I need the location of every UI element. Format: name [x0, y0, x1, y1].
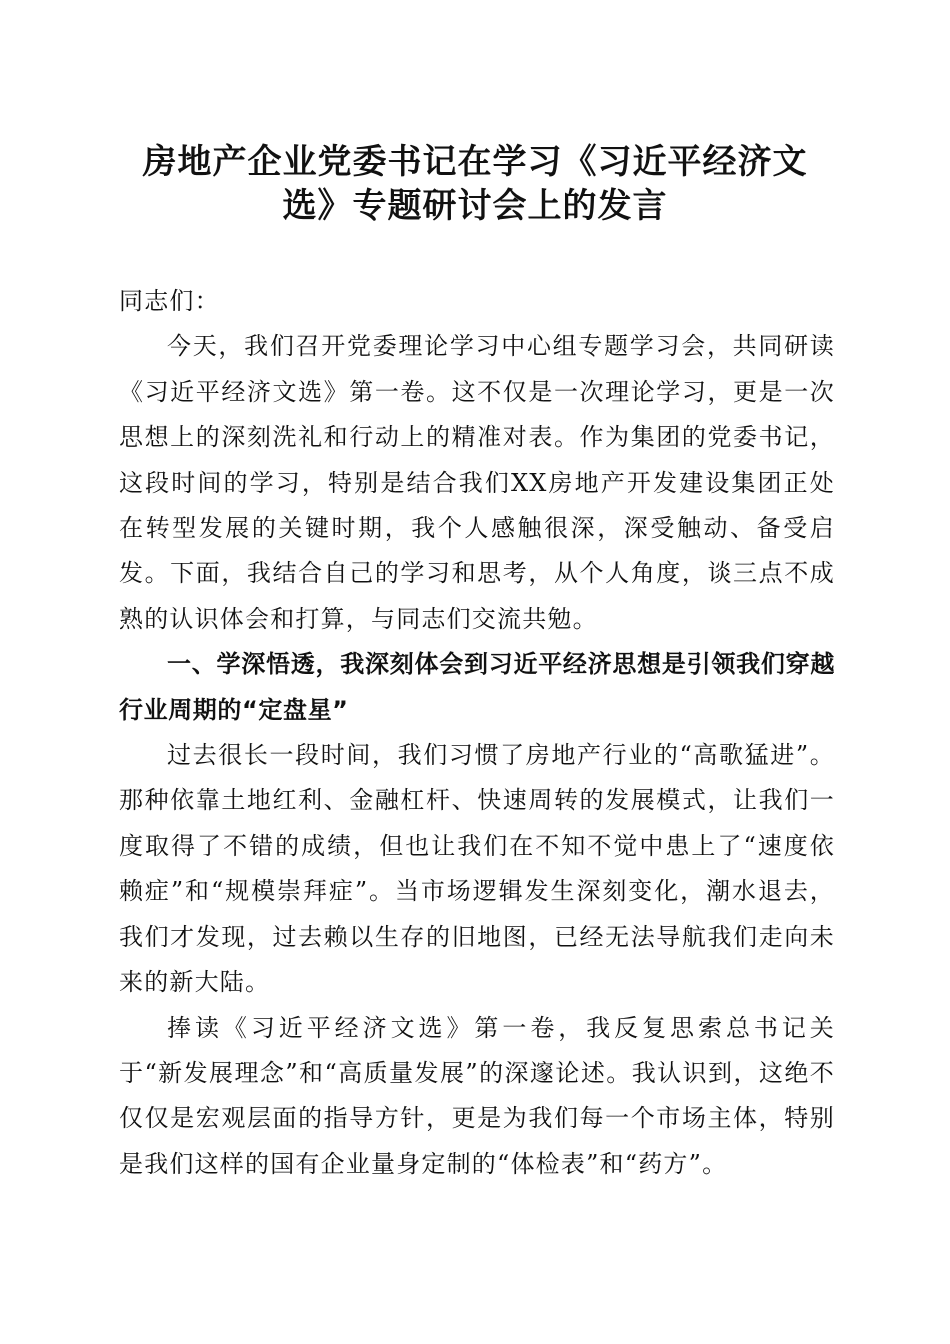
title-line-2: 选》专题研讨会上的发言 [282, 186, 668, 226]
document-body [119, 279, 835, 1187]
document-title [110, 140, 840, 228]
section1-paragraph-2: 捧读《习近平经济文选》第一卷，我反复思索总书记关于“新发展理念”和“高质量发展”的深邃论述。我认识到，这绝不仅仅是宏观层面的指导方针，更是为我们每一个市场主体，特别是我们这样的国有企业量身定制的“体检表”和“药方”。 [119, 1013, 835, 1178]
title-line-1: 房地产企业党委书记在学习《习近平经济文 [142, 142, 808, 182]
section-heading-1: 一、学深悟透，我深刻体会到习近平经济思想是引领我们穿越行业周期的“定盘星” [119, 650, 835, 724]
intro-paragraph: 今天，我们召开党委理论学习中心组专题学习会，共同研读《习近平经济文选》第一卷。这不仅是一次理论学习，更是一次思想上的深刻洗礼和行动上的精准对表。作为集团的党委书记，这段时间的学习，特别是结合我们XX房地产开发建设集团正处在转型发展的关键时期，我个人感触很深，深受触动、备受启发。下面，我结合自己的学习和思考，从个人角度，谈三点不成熟的认识体会和打算，与同志们交流共勉。 [119, 332, 835, 633]
salutation: 同志们： [119, 287, 220, 315]
section1-paragraph-1: 过去很长一段时间，我们习惯了房地产行业的“高歌猛进”。那种依靠土地红利、金融杠杆、快速周转的发展模式，让我们一度取得了不错的成绩，但也让我们在不知不觉中患上了“速度依赖症”和“规模崇拜症”。当市场逻辑发生深刻变化，潮水退去，我们才发现，过去赖以生存的旧地图，已经无法导航我们走向未来的新大陆。 [119, 741, 835, 997]
